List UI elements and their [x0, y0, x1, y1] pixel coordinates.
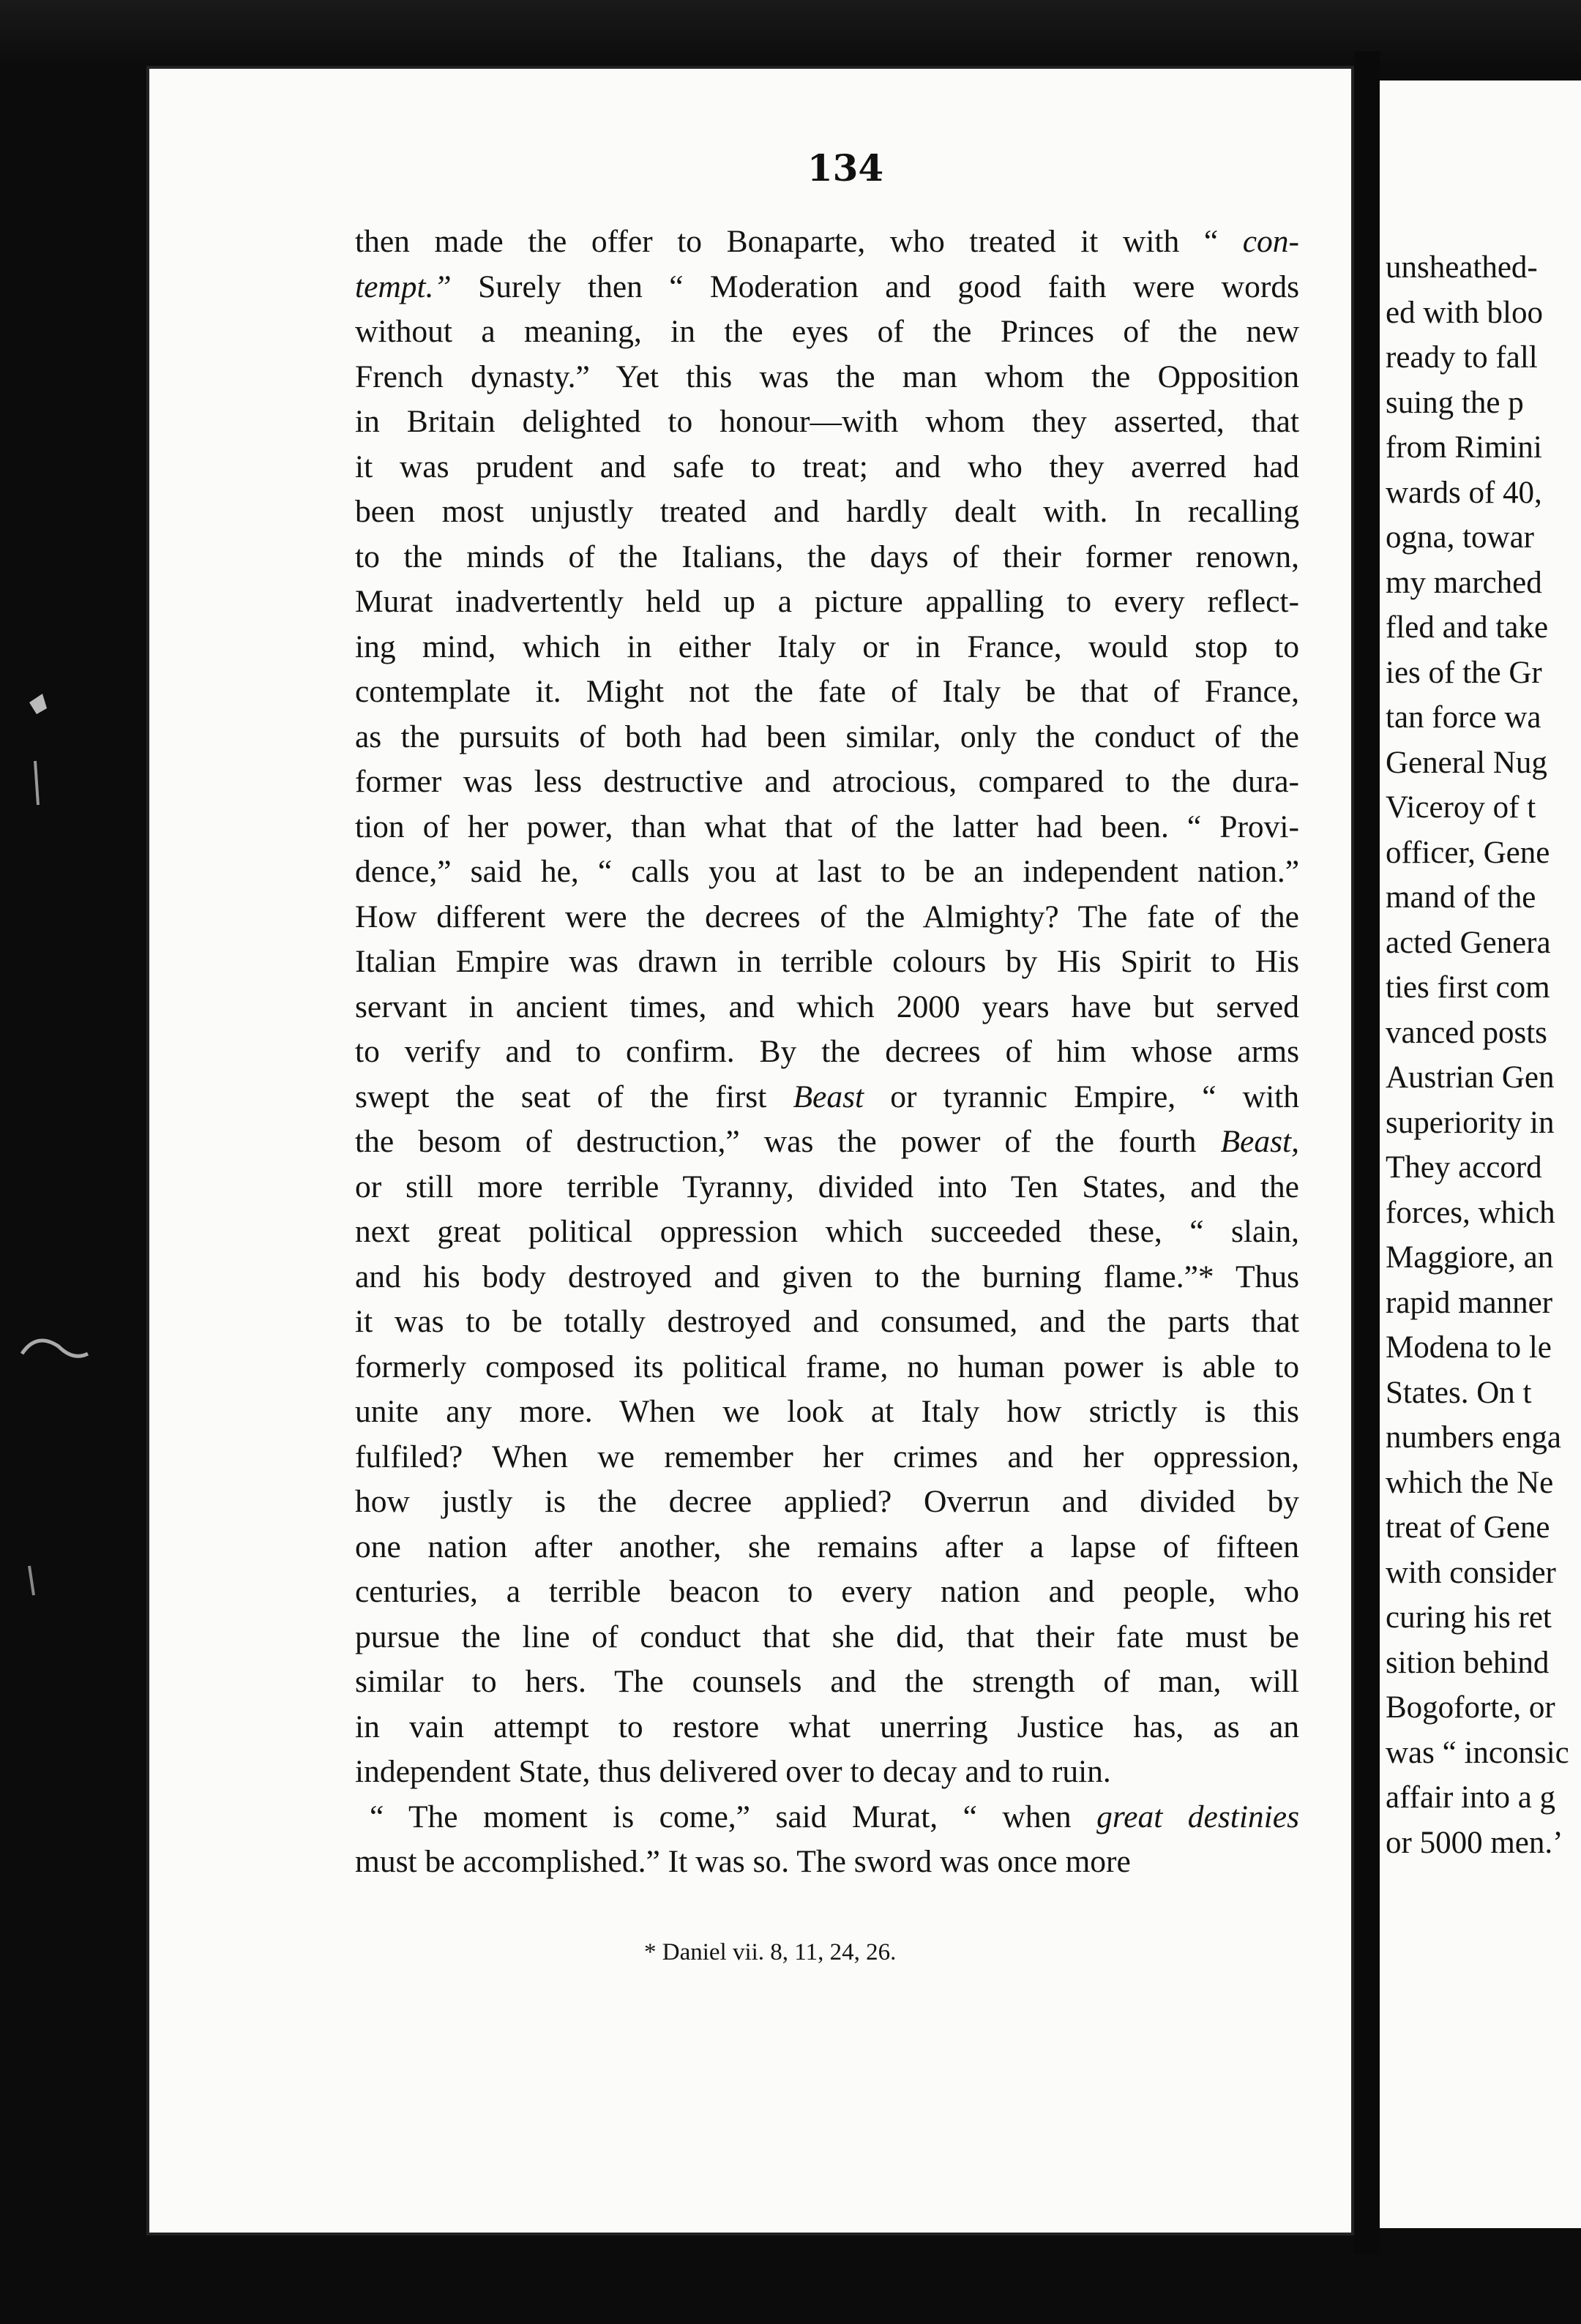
text-line	[355, 1390, 1299, 1435]
facing-text-line: rapid manner	[1386, 1285, 1553, 1320]
facing-text-line: suing the p	[1386, 385, 1524, 420]
facing-text-line: tan force wa	[1386, 700, 1541, 735]
text-line	[355, 1750, 1299, 1795]
text-line	[355, 220, 1299, 265]
facing-text-line: my marched	[1386, 565, 1542, 600]
text-line	[355, 1795, 1299, 1840]
text-run: one nation after another, she remains after a lapse of fifteen	[355, 1529, 1299, 1564]
text-line	[355, 1345, 1299, 1390]
text-run: it was to be totally destroyed and consumed, and the parts that	[355, 1304, 1299, 1339]
text-run: formerly composed its political frame, no human power is able to	[355, 1349, 1299, 1384]
facing-text-line: curing his ret	[1386, 1600, 1552, 1635]
text-run: Italian Empire was drawn in terrible colours by His Spirit to His	[355, 944, 1299, 979]
facing-text-line: Viceroy of t	[1386, 790, 1536, 825]
page-number: 134	[807, 146, 884, 190]
facing-text-line: Austrian Gen	[1386, 1060, 1555, 1095]
facing-text-line: with consider	[1386, 1555, 1556, 1590]
text-run: How different were the decrees of the Almighty? The fate of the	[355, 899, 1299, 934]
text-line	[355, 1660, 1299, 1705]
facing-text-line: which the Ne	[1386, 1465, 1554, 1500]
text-line	[355, 1840, 1299, 1885]
facing-text-line: Maggiore, an	[1386, 1240, 1554, 1275]
facing-text-line: affair into a g	[1386, 1780, 1556, 1815]
facing-text-line: numbers enga	[1386, 1420, 1562, 1455]
facing-text-line: vanced posts	[1386, 1015, 1547, 1050]
text-line	[355, 1075, 1299, 1120]
text-run: or still more terrible Tyranny, divided into Ten States, and the	[355, 1169, 1299, 1204]
facing-text-line: from Rimini	[1386, 430, 1542, 465]
text-line	[355, 1480, 1299, 1525]
facing-text-line: General Nug	[1386, 745, 1547, 780]
text-run: swept the seat of the first	[355, 1079, 793, 1114]
text-run: French dynasty.” Yet this was the man whom the Opposition	[355, 359, 1299, 394]
text-line	[355, 1030, 1299, 1075]
text-line	[355, 940, 1299, 985]
text-line	[355, 400, 1299, 445]
facing-text-line: States. On t	[1386, 1375, 1532, 1410]
facing-text-line: treat of Gene	[1386, 1510, 1550, 1545]
text-run: been most unjustly treated and hardly dealt with. In recalling	[355, 494, 1299, 529]
text-line	[355, 310, 1299, 355]
text-run: tion of her power, than what that of the latter had been. “ Provi-	[355, 809, 1299, 844]
text-run: dence,” said he, “ calls you at last to be an independent nation.”	[355, 854, 1299, 889]
text-run: in Britain delighted to honour—with whom they asserted, that	[355, 404, 1299, 439]
text-line	[355, 625, 1299, 670]
facing-text-line: forces, which	[1386, 1195, 1555, 1230]
facing-text-line: fled and take	[1386, 610, 1549, 645]
text-run: Murat inadvertently held up a picture appalling to every reflect-	[355, 584, 1299, 619]
scan-margin-marks	[0, 0, 146, 2324]
text-run: centuries, a terrible beacon to every nation and people, who	[355, 1574, 1299, 1609]
italic-text-run: Beast	[793, 1079, 864, 1114]
text-run: to verify and to confirm. By the decrees of him whose arms	[355, 1034, 1299, 1069]
italic-text-run: Beast,	[1220, 1124, 1299, 1159]
text-run: it was prudent and safe to treat; and who they averred had	[355, 449, 1299, 484]
text-line	[355, 1615, 1299, 1660]
text-line	[355, 1705, 1299, 1750]
text-run: in vain attempt to restore what unerring Justice has, as an	[355, 1709, 1299, 1744]
facing-text-line: sition behind	[1386, 1645, 1550, 1680]
text-run: Surely then “ Moderation and good faith were words	[451, 269, 1299, 304]
text-line	[355, 265, 1299, 310]
text-line	[355, 535, 1299, 580]
text-line	[355, 355, 1299, 400]
text-run: independent State, thus delivered over to decay and to ruin.	[355, 1754, 1111, 1789]
text-run: then made the offer to Bonaparte, who treated it with “	[355, 224, 1243, 259]
scan-top-edge	[0, 0, 1581, 66]
book-gutter	[1354, 51, 1380, 2254]
text-line	[355, 805, 1299, 850]
text-line	[355, 445, 1299, 490]
text-line	[355, 760, 1299, 805]
text-line	[355, 1255, 1299, 1300]
text-line	[355, 895, 1299, 940]
text-run: to the minds of the Italians, the days of their former renown,	[355, 539, 1299, 574]
text-line	[355, 1435, 1299, 1480]
facing-text-line: ready to fall	[1386, 340, 1538, 375]
text-run: and his body destroyed and given to the burning flame.”* Thus	[355, 1259, 1299, 1294]
text-run: or tyrannic Empire, “ with	[864, 1079, 1300, 1114]
text-line	[355, 850, 1299, 895]
text-run: without a meaning, in the eyes of the Princes of the new	[355, 314, 1299, 349]
facing-page-text	[1386, 245, 1581, 1865]
facing-text-line: ogna, towar	[1386, 520, 1534, 555]
text-run: next great political oppression which succeeded these, “ slain,	[355, 1214, 1299, 1249]
facing-text-line: wards of 40,	[1386, 475, 1542, 510]
facing-text-line: superiority in	[1386, 1105, 1555, 1140]
facing-text-line: was “ inconsic	[1386, 1735, 1569, 1770]
facing-text-line: officer, Gene	[1386, 835, 1550, 870]
facing-text-line: unsheathed-	[1386, 250, 1538, 285]
facing-text-line: or 5000 men.’	[1386, 1825, 1563, 1860]
italic-text-run: con-	[1242, 224, 1299, 259]
text-run: fulfiled? When we remember her crimes and her oppression,	[355, 1439, 1299, 1474]
facing-text-line: ed with bloo	[1386, 295, 1543, 330]
facing-text-line: Modena to le	[1386, 1330, 1552, 1365]
facing-text-line: acted Genera	[1386, 925, 1551, 960]
text-run: former was less destructive and atrocious, compared to the dura-	[355, 764, 1299, 799]
facing-text-line: ties first com	[1386, 970, 1550, 1005]
text-run: servant in ancient times, and which 2000 years have but served	[355, 989, 1299, 1024]
footnote: * Daniel vii. 8, 11, 24, 26.	[644, 1939, 897, 1965]
text-run: the besom of destruction,” was the power of the fourth	[355, 1124, 1221, 1159]
text-run: how justly is the decree applied? Overrun and divided by	[355, 1484, 1299, 1519]
text-line	[355, 580, 1299, 625]
text-line	[355, 1120, 1299, 1165]
text-line	[355, 490, 1299, 535]
text-line	[355, 715, 1299, 760]
text-run: contemplate it. Might not the fate of Italy be that of France,	[355, 674, 1299, 709]
text-run: unite any more. When we look at Italy how strictly is this	[355, 1394, 1299, 1429]
page-body-text	[355, 220, 1299, 1885]
facing-text-line: ies of the Gr	[1386, 655, 1542, 690]
text-line	[355, 1570, 1299, 1615]
facing-text-line: They accord	[1386, 1150, 1542, 1185]
text-run: “ The moment is come,” said Murat, “ when	[370, 1799, 1097, 1834]
text-run: similar to hers. The counsels and the strength of man, will	[355, 1664, 1299, 1699]
facing-text-line: mand of the	[1386, 880, 1536, 915]
text-run: must be accomplished.” It was so. The sword was once more	[355, 1844, 1131, 1879]
facing-text-line: Bogoforte, or	[1386, 1690, 1555, 1725]
italic-text-run: tempt.”	[355, 269, 452, 304]
text-line	[355, 1300, 1299, 1345]
text-run: ing mind, which in either Italy or in France, would stop to	[355, 629, 1299, 664]
text-line	[355, 985, 1299, 1030]
text-line	[355, 1165, 1299, 1210]
text-line	[355, 670, 1299, 715]
text-line	[355, 1525, 1299, 1570]
text-run: pursue the line of conduct that she did, that their fate must be	[355, 1619, 1299, 1654]
text-line	[355, 1210, 1299, 1255]
text-run: as the pursuits of both had been similar, only the conduct of the	[355, 719, 1299, 754]
italic-text-run: great destinies	[1096, 1799, 1299, 1834]
